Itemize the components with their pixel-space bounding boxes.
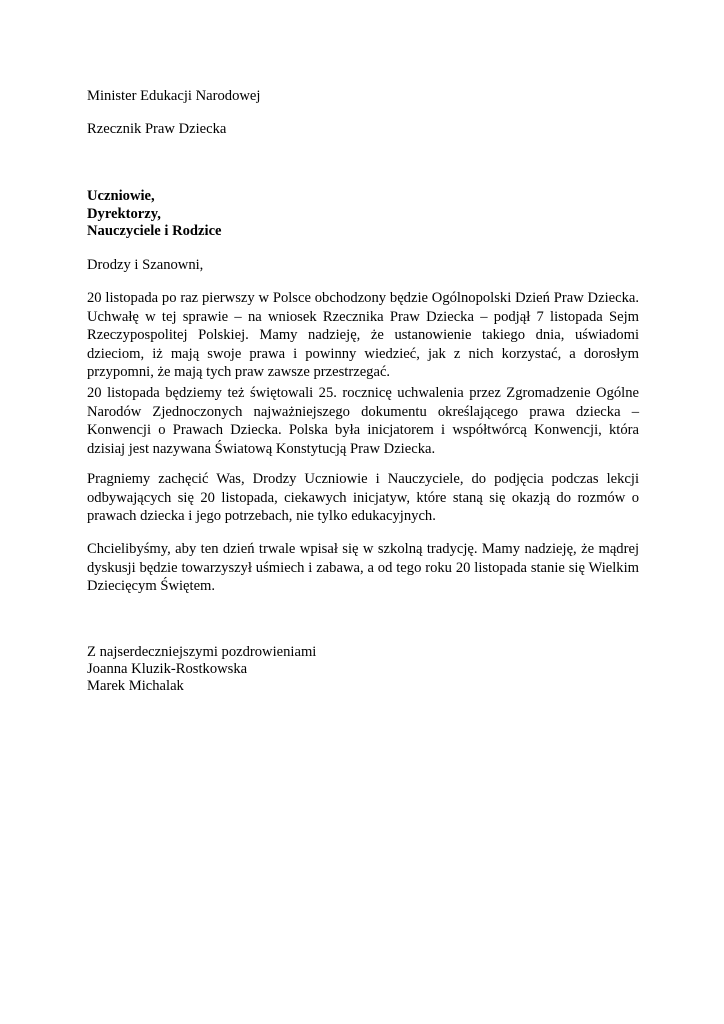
paragraph-4: Chcielibyśmy, aby ten dzień trwale wpisał się w szkolną tradycję. Mamy nadzieję, że mądrej dyskusji będzie towarzyszył uśmiech i zabawa, a od tego roku 20 listopada stanie się Wielkim Dziecięcym Świętem.: [87, 541, 639, 594]
sender-minister: Minister Edukacji Narodowej: [87, 88, 261, 104]
signatory-minister: Joanna Kluzik-Rostkowska: [87, 661, 248, 677]
signatory-ombudsman: Marek Michalak: [87, 678, 184, 694]
addressee-teachers-parents: Nauczyciele i Rodzice: [87, 223, 222, 239]
addressee-students: Uczniowie,: [87, 188, 155, 204]
paragraph-3: Pragniemy zachęcić Was, Drodzy Uczniowie i Nauczyciele, do podjęcia podczas lekcji odbywających się 20 listopada, ciekawych inicjatyw, które staną się okazją do rozmów o prawach dziecka i jego potrzebach, nie tylko edukacyjnych.: [87, 471, 639, 524]
sender-ombudsman: Rzecznik Praw Dziecka: [87, 121, 227, 137]
salutation: Drodzy i Szanowni,: [87, 257, 204, 273]
closing-line: Z najserdeczniejszymi pozdrowieniami: [87, 644, 317, 660]
paragraph-2: 20 listopada będziemy też świętowali 25. rocznicę uchwalenia przez Zgromadzenie Ogólne Narodów Zjednoczonych najważniejszego dokumentu określającego prawa dziecka – Konwencji o Prawach Dziecka. Polska była inicjatorem i współtwórcą Konwencji, która dzisiaj jest nazywana Światową Konstytucją Praw Dziecka.: [87, 385, 639, 457]
addressee-directors: Dyrektorzy,: [87, 206, 161, 222]
paragraph-1: 20 listopada po raz pierwszy w Polsce obchodzony będzie Ogólnopolski Dzień Praw Dziecka. Uchwałę w tej sprawie – na wniosek Rzecznika Praw Dziecka – podjął 7 listopada Sejm Rzeczypospolitej Polskiej. Mamy nadzieję, że ustanowienie takiego dnia, uświadomi dzieciom, iż mają swoje prawa i powinny wiedzieć, jak z nich korzystać, a dorosłym przypomni, że mają tych praw zawsze przestrzegać.: [87, 290, 639, 380]
